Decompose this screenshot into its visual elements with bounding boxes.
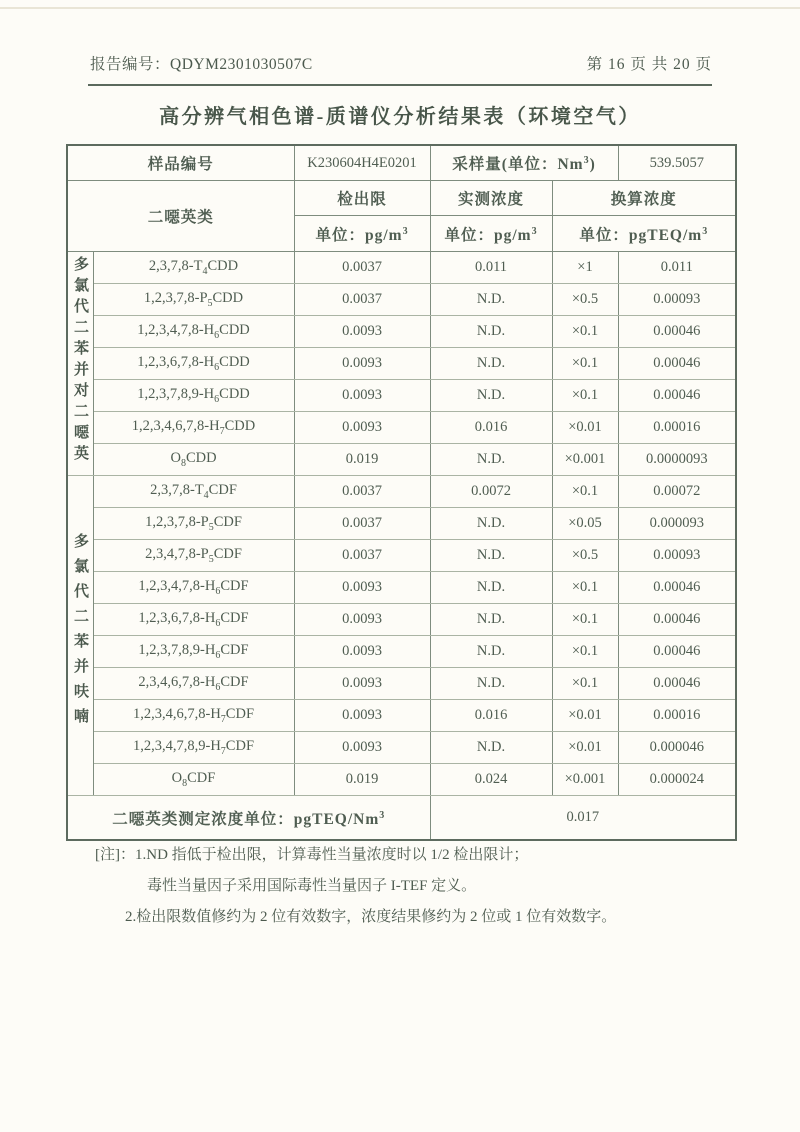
congener-name: $2,3,7,8-T_4CDF$: [93, 476, 294, 508]
sample-id-value: K230604H4E0201: [294, 145, 430, 181]
detection-limit-value: 0.0037: [294, 508, 430, 540]
measured-value: 0.011: [430, 252, 552, 284]
teq-value: 0.00046: [618, 348, 736, 380]
group-label-pcdf: 多氯代二苯并呋喃: [72, 533, 88, 733]
header-divider: [88, 84, 712, 86]
doc-header: [90, 52, 712, 74]
column-header-row: [67, 181, 736, 216]
tef-factor: ×0.1: [552, 636, 618, 668]
tef-factor: ×0.1: [552, 476, 618, 508]
measured-value: N.D.: [430, 604, 552, 636]
detection-limit-value: 0.0093: [294, 700, 430, 732]
tef-factor: ×0.1: [552, 348, 618, 380]
measured-value: N.D.: [430, 508, 552, 540]
measured-value: N.D.: [430, 284, 552, 316]
tef-factor: ×0.05: [552, 508, 618, 540]
total-unit-label: 二噁英类测定浓度单位：pgTEQ/Nm$^3$: [67, 796, 430, 841]
tef-factor: ×0.01: [552, 732, 618, 764]
detection-limit-value: 0.0093: [294, 572, 430, 604]
congener-name: $1,2,3,6,7,8-H_6CDF$: [93, 604, 294, 636]
table-row: [67, 700, 736, 732]
teq-value: 0.000024: [618, 764, 736, 796]
scan-edge-artifact: [0, 7, 800, 9]
table-row: [67, 284, 736, 316]
detection-limit-value: 0.0093: [294, 636, 430, 668]
sample-volume-label: 采样量(单位：Nm$^3$): [430, 145, 618, 181]
tef-factor: ×0.1: [552, 316, 618, 348]
tef-factor: ×0.5: [552, 540, 618, 572]
detection-limit-value: 0.0093: [294, 316, 430, 348]
table-row: [67, 252, 736, 284]
group-cell-pcdd: [67, 252, 93, 476]
tef-factor: ×0.1: [552, 668, 618, 700]
tef-factor: ×0.5: [552, 284, 618, 316]
detection-limit-value: 0.0037: [294, 284, 430, 316]
detection-limit-value: 0.0037: [294, 476, 430, 508]
total-row: [67, 796, 736, 841]
congener-name: $1,2,3,7,8-P_5CDF$: [93, 508, 294, 540]
table-row: [67, 732, 736, 764]
measured-value: N.D.: [430, 668, 552, 700]
report-number: [90, 52, 313, 74]
tef-factor: ×0.001: [552, 444, 618, 476]
teq-value: 0.00093: [618, 540, 736, 572]
teq-value: 0.00016: [618, 700, 736, 732]
congener-name: $2,3,4,7,8-P_5CDF$: [93, 540, 294, 572]
table-row: [67, 444, 736, 476]
congener-name: $1,2,3,6,7,8-H_6CDD$: [93, 348, 294, 380]
footnote-line-3: 2.检出限数值修约为 2 位有效数字，浓度结果修约为 2 位或 1 位有效数字。: [125, 909, 617, 925]
teq-value: 0.00046: [618, 572, 736, 604]
tef-factor: ×0.01: [552, 412, 618, 444]
teq-value: 0.00046: [618, 604, 736, 636]
detection-limit-value: 0.0093: [294, 380, 430, 412]
congener-name: $1,2,3,7,8-P_5CDD$: [93, 284, 294, 316]
sample-row: [67, 145, 736, 181]
table-row: [67, 604, 736, 636]
footnote-line-2: 毒性当量因子采用国际毒性当量因子 I-TEF 定义。: [147, 878, 477, 894]
unit-measured: 单位：$pg/m^3$: [430, 216, 552, 252]
footnote-line-1: [注]：1.ND 指低于检出限，计算毒性当量浓度时以 1/2 检出限计；: [95, 847, 529, 863]
detection-limit-value: 0.019: [294, 764, 430, 796]
congener-name: $1,2,3,4,6,7,8-H_7CDD$: [93, 412, 294, 444]
table-row: [67, 572, 736, 604]
teq-value: 0.00016: [618, 412, 736, 444]
detection-limit-value: 0.0037: [294, 252, 430, 284]
tef-factor: ×1: [552, 252, 618, 284]
tef-factor: ×0.001: [552, 764, 618, 796]
congener-name: $1,2,3,4,6,7,8-H_7CDF$: [93, 700, 294, 732]
teq-value: 0.00046: [618, 636, 736, 668]
table-row: [67, 764, 736, 796]
detection-limit-value: 0.019: [294, 444, 430, 476]
table-row: [67, 348, 736, 380]
teq-value: 0.000093: [618, 508, 736, 540]
table-row: [67, 316, 736, 348]
measured-value: 0.016: [430, 412, 552, 444]
table-row: [67, 668, 736, 700]
table-row: [67, 540, 736, 572]
group-cell-pcdf: [67, 476, 93, 796]
detection-limit-value: 0.0093: [294, 732, 430, 764]
measured-value: N.D.: [430, 444, 552, 476]
measured-value: 0.016: [430, 700, 552, 732]
detection-limit-value: 0.0037: [294, 540, 430, 572]
measured-value: N.D.: [430, 380, 552, 412]
table-row: [67, 636, 736, 668]
sample-id-label: 样品编号: [67, 145, 294, 181]
results-table: [66, 144, 737, 841]
congener-name: $1,2,3,7,8,9-H_6CDD$: [93, 380, 294, 412]
footnote-prefix: [注]：: [95, 847, 135, 863]
tef-factor: ×0.1: [552, 380, 618, 412]
detection-limit-value: 0.0093: [294, 348, 430, 380]
teq-value: 0.011: [618, 252, 736, 284]
page-title: 高分辨气相色谱-质谱仪分析结果表（环境空气）: [159, 106, 641, 128]
teq-value: 0.00072: [618, 476, 736, 508]
report-number-label: 报告编号：: [90, 56, 171, 73]
tef-factor: ×0.1: [552, 572, 618, 604]
group-label-pcdd: 多氯代二苯并对二噁英: [72, 256, 88, 466]
congener-name: $1,2,3,4,7,8,9-H_7CDF$: [93, 732, 294, 764]
tef-factor: ×0.1: [552, 604, 618, 636]
measured-value: N.D.: [430, 540, 552, 572]
congener-name: $1,2,3,7,8,9-H_6CDF$: [93, 636, 294, 668]
measured-value: N.D.: [430, 572, 552, 604]
tef-factor: ×0.01: [552, 700, 618, 732]
detection-limit-value: 0.0093: [294, 604, 430, 636]
congener-name: $O_8CDF$: [93, 764, 294, 796]
teq-value: 0.00046: [618, 380, 736, 412]
table-row: [67, 412, 736, 444]
congener-name: $2,3,4,6,7,8-H_6CDF$: [93, 668, 294, 700]
page-indicator: 第 16 页 共 20 页: [586, 56, 712, 73]
unit-converted: 单位：pgTEQ/$m^3$: [552, 216, 736, 252]
table-row: [67, 508, 736, 540]
col-header-measured: 实测浓度: [430, 181, 552, 216]
measured-value: N.D.: [430, 732, 552, 764]
measured-value: N.D.: [430, 636, 552, 668]
report-number-value: QDYM2301030507C: [170, 56, 313, 73]
teq-value: 0.00046: [618, 316, 736, 348]
teq-value: 0.00046: [618, 668, 736, 700]
teq-value: 0.0000093: [618, 444, 736, 476]
teq-value: 0.00093: [618, 284, 736, 316]
table-row: [67, 476, 736, 508]
measured-value: N.D.: [430, 348, 552, 380]
total-teq-value: 0.017: [430, 796, 736, 841]
congener-name: $O_8CDD$: [93, 444, 294, 476]
sample-volume-value: 539.5057: [618, 145, 736, 181]
footnotes: [95, 840, 735, 933]
measured-value: 0.024: [430, 764, 552, 796]
detection-limit-value: 0.0093: [294, 668, 430, 700]
unit-detection-limit: 单位：$pg/m^3$: [294, 216, 430, 252]
congener-name: $2,3,7,8-T_4CDD$: [93, 252, 294, 284]
teq-value: 0.000046: [618, 732, 736, 764]
col-header-detection-limit: 检出限: [294, 181, 430, 216]
measured-value: 0.0072: [430, 476, 552, 508]
congener-name: $1,2,3,4,7,8-H_6CDD$: [93, 316, 294, 348]
congener-name: $1,2,3,4,7,8-H_6CDF$: [93, 572, 294, 604]
detection-limit-value: 0.0093: [294, 412, 430, 444]
table-row: [67, 380, 736, 412]
col-header-converted: 换算浓度: [552, 181, 736, 216]
measured-value: N.D.: [430, 316, 552, 348]
category-header: 二噁英类: [67, 181, 294, 252]
